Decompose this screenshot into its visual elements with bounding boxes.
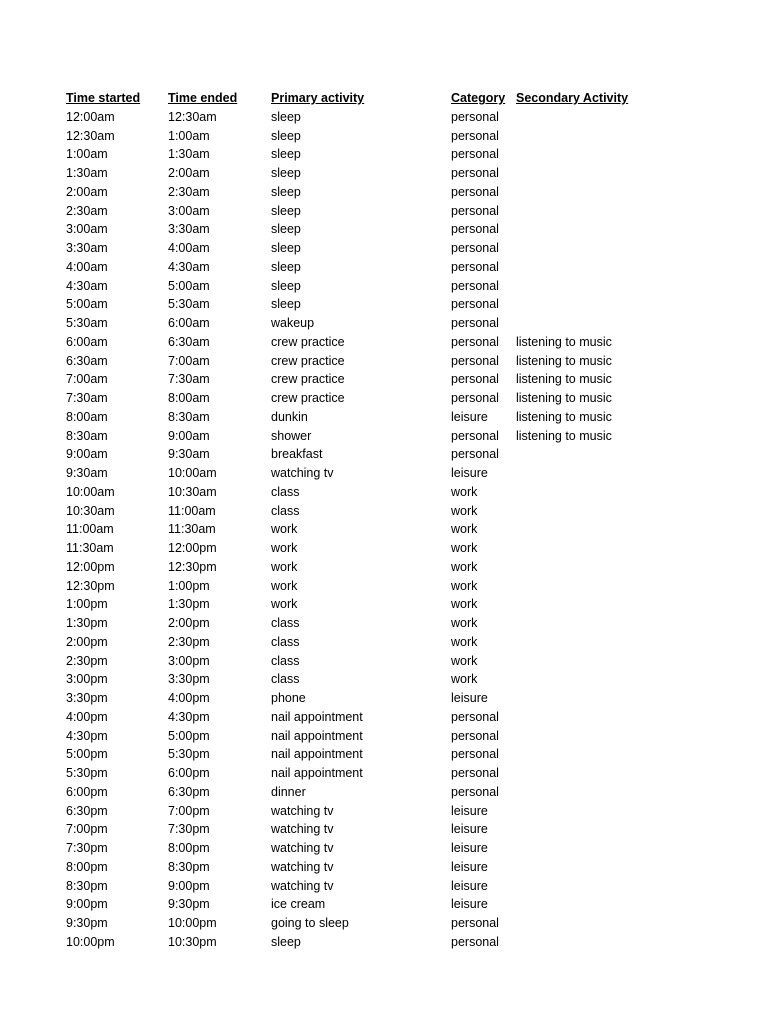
primary-activity-cell: work <box>271 522 298 537</box>
primary-activity-cell: sleep <box>271 297 301 312</box>
primary-activity-cell: crew practice <box>271 353 345 368</box>
table-row <box>66 389 706 408</box>
primary-activity-cell: sleep <box>271 259 301 274</box>
time-started-cell: 7:30am <box>66 391 108 405</box>
primary-activity-cell: going to sleep <box>271 916 349 930</box>
category-cell: personal <box>451 747 499 762</box>
primary-activity-cell: wakeup <box>271 316 315 330</box>
time-started-cell: 4:00am <box>66 259 108 274</box>
category-cell: personal <box>451 109 499 124</box>
time-ended-cell: 4:30pm <box>168 709 210 724</box>
primary-activity-cell: sleep <box>271 934 301 949</box>
category-cell: personal <box>451 934 499 949</box>
table-row <box>66 352 706 371</box>
secondary-activity-cell: listening to music <box>516 334 612 349</box>
time-ended-cell: 12:30pm <box>168 559 217 574</box>
category-cell: work <box>451 634 478 649</box>
category-cell: work <box>451 578 478 593</box>
primary-activity-cell: nail appointment <box>271 709 363 724</box>
time-ended-cell: 1:30pm <box>168 597 210 612</box>
table-row <box>66 614 706 633</box>
time-ended-cell: 7:00pm <box>168 803 210 818</box>
time-started-cell: 4:30pm <box>66 728 108 743</box>
time-ended-cell: 6:00pm <box>168 766 210 780</box>
time-started-cell: 3:00pm <box>66 672 108 687</box>
time-ended-cell: 11:00am <box>168 503 216 518</box>
time-ended-cell: 3:30am <box>168 222 210 237</box>
time-ended-cell: 8:30am <box>168 409 210 424</box>
time-started-cell: 5:30pm <box>66 766 108 780</box>
category-cell: leisure <box>451 897 488 912</box>
time-started-cell: 7:00am <box>66 372 108 387</box>
category-cell: personal <box>451 353 499 368</box>
primary-activity-cell: class <box>271 616 300 630</box>
time-ended-cell: 9:30pm <box>168 897 210 912</box>
category-cell: work <box>451 541 478 555</box>
table-row <box>66 783 706 802</box>
secondary-activity-cell: listening to music <box>516 409 612 424</box>
category-cell: work <box>451 522 478 537</box>
time-ended-cell: 5:30pm <box>168 747 210 762</box>
primary-activity-cell: class <box>271 653 300 668</box>
secondary-activity-cell: listening to music <box>516 372 612 387</box>
table-row <box>66 408 706 427</box>
time-started-cell: 9:30am <box>66 466 108 480</box>
category-cell: work <box>451 559 478 574</box>
time-started-cell: 2:00am <box>66 184 108 199</box>
activity-log-table <box>66 89 706 952</box>
time-ended-cell: 10:30am <box>168 484 217 499</box>
category-cell: personal <box>451 184 499 199</box>
time-started-cell: 2:00pm <box>66 634 108 649</box>
table-header-row <box>66 89 706 108</box>
primary-activity-cell: sleep <box>271 203 301 218</box>
primary-activity-cell: watching tv <box>271 841 334 855</box>
time-ended-cell: 2:30pm <box>168 634 210 649</box>
time-ended-cell: 9:30am <box>168 447 210 462</box>
category-cell: personal <box>451 241 499 255</box>
table-row <box>66 689 706 708</box>
time-ended-cell: 1:00pm <box>168 578 210 593</box>
primary-activity-cell: breakfast <box>271 447 323 462</box>
time-started-cell: 1:30am <box>66 166 108 180</box>
primary-activity-cell: sleep <box>271 147 301 162</box>
primary-activity-cell: sleep <box>271 278 301 293</box>
time-ended-cell: 7:00am <box>168 353 210 368</box>
time-ended-cell: 5:30am <box>168 297 210 312</box>
table-row <box>66 633 706 652</box>
table-row <box>66 239 706 258</box>
header-primary-activity: Primary activity <box>271 91 365 105</box>
table-row <box>66 127 706 146</box>
time-ended-cell: 6:00am <box>168 316 210 330</box>
category-cell: leisure <box>451 822 488 837</box>
time-ended-cell: 10:00pm <box>168 916 217 930</box>
time-ended-cell: 6:30pm <box>168 784 210 799</box>
time-started-cell: 4:00pm <box>66 709 108 724</box>
table-row <box>66 727 706 746</box>
category-cell: work <box>451 503 478 518</box>
table-row <box>66 483 706 502</box>
primary-activity-cell: sleep <box>271 128 301 143</box>
time-ended-cell: 9:00pm <box>168 878 210 893</box>
table-row <box>66 277 706 296</box>
category-cell: leisure <box>451 803 488 818</box>
primary-activity-cell: class <box>271 672 300 687</box>
time-started-cell: 3:30pm <box>66 691 108 705</box>
time-started-cell: 6:00am <box>66 334 108 349</box>
table-row <box>66 802 706 821</box>
table-row <box>66 183 706 202</box>
category-cell: leisure <box>451 466 488 480</box>
time-started-cell: 5:00am <box>66 297 108 312</box>
table-row <box>66 295 706 314</box>
time-started-cell: 8:30am <box>66 428 108 443</box>
time-started-cell: 2:30am <box>66 203 108 218</box>
time-started-cell: 1:00pm <box>66 597 108 612</box>
category-cell: personal <box>451 259 499 274</box>
table-row <box>66 895 706 914</box>
table-row <box>66 258 706 277</box>
time-ended-cell: 6:30am <box>168 334 210 349</box>
primary-activity-cell: ice cream <box>271 897 326 912</box>
primary-activity-cell: crew practice <box>271 334 345 349</box>
table-body <box>66 108 706 952</box>
table-row <box>66 595 706 614</box>
time-started-cell: 10:00pm <box>66 934 115 949</box>
category-cell: personal <box>451 728 499 743</box>
category-cell: personal <box>451 391 499 405</box>
primary-activity-cell: sleep <box>271 184 301 199</box>
time-ended-cell: 4:30am <box>168 259 210 274</box>
category-cell: work <box>451 597 478 612</box>
time-ended-cell: 1:30am <box>168 147 210 162</box>
table-row <box>66 314 706 333</box>
table-row <box>66 558 706 577</box>
time-ended-cell: 3:00pm <box>168 653 210 668</box>
time-started-cell: 6:30pm <box>66 803 108 818</box>
time-ended-cell: 8:00pm <box>168 841 210 855</box>
category-cell: personal <box>451 372 499 387</box>
table-row <box>66 745 706 764</box>
primary-activity-cell: class <box>271 503 300 518</box>
table-row <box>66 108 706 127</box>
time-started-cell: 12:30pm <box>66 578 115 593</box>
table-row <box>66 764 706 783</box>
table-row <box>66 708 706 727</box>
time-ended-cell: 9:00am <box>168 428 210 443</box>
time-started-cell: 5:30am <box>66 316 108 330</box>
table-row <box>66 220 706 239</box>
primary-activity-cell: phone <box>271 691 306 705</box>
time-started-cell: 12:00pm <box>66 559 115 574</box>
primary-activity-cell: sleep <box>271 241 301 255</box>
category-cell: leisure <box>451 409 488 424</box>
time-started-cell: 7:30pm <box>66 841 108 855</box>
primary-activity-cell: nail appointment <box>271 747 363 762</box>
time-started-cell: 3:30am <box>66 241 108 255</box>
table-row <box>66 839 706 858</box>
category-cell: personal <box>451 147 499 162</box>
table-row <box>66 445 706 464</box>
primary-activity-cell: crew practice <box>271 372 345 387</box>
table-row <box>66 145 706 164</box>
secondary-activity-cell: listening to music <box>516 428 612 443</box>
time-started-cell: 6:00pm <box>66 784 108 799</box>
category-cell: leisure <box>451 691 488 705</box>
time-started-cell: 9:00pm <box>66 897 108 912</box>
category-cell: personal <box>451 766 499 780</box>
time-ended-cell: 3:00am <box>168 203 210 218</box>
time-started-cell: 2:30pm <box>66 653 108 668</box>
time-ended-cell: 7:30pm <box>168 822 210 837</box>
header-secondary-activity: Secondary Activity <box>516 91 629 105</box>
category-cell: personal <box>451 128 499 143</box>
time-started-cell: 8:30pm <box>66 878 108 893</box>
primary-activity-cell: watching tv <box>271 466 334 480</box>
primary-activity-cell: nail appointment <box>271 728 363 743</box>
time-started-cell: 9:00am <box>66 447 108 462</box>
category-cell: personal <box>451 316 499 330</box>
primary-activity-cell: sleep <box>271 222 301 237</box>
table-row <box>66 652 706 671</box>
table-row <box>66 427 706 446</box>
primary-activity-cell: sleep <box>271 166 301 180</box>
time-ended-cell: 5:00am <box>168 278 210 293</box>
time-ended-cell: 2:00pm <box>168 616 210 630</box>
table-row <box>66 933 706 952</box>
time-started-cell: 3:00am <box>66 222 108 237</box>
table-row <box>66 202 706 221</box>
category-cell: work <box>451 484 478 499</box>
time-ended-cell: 8:00am <box>168 391 210 405</box>
primary-activity-cell: watching tv <box>271 859 334 874</box>
time-started-cell: 7:00pm <box>66 822 108 837</box>
table-row <box>66 539 706 558</box>
time-started-cell: 1:30pm <box>66 616 108 630</box>
primary-activity-cell: class <box>271 634 300 649</box>
primary-activity-cell: work <box>271 597 298 612</box>
primary-activity-cell: watching tv <box>271 803 334 818</box>
secondary-activity-cell: listening to music <box>516 391 612 405</box>
category-cell: personal <box>451 428 499 443</box>
header-category: Category <box>451 91 506 105</box>
table-row <box>66 370 706 389</box>
category-cell: work <box>451 653 478 668</box>
table-row <box>66 520 706 539</box>
primary-activity-cell: crew practice <box>271 391 345 405</box>
time-started-cell: 10:30am <box>66 503 115 518</box>
time-started-cell: 12:00am <box>66 109 115 124</box>
category-cell: personal <box>451 334 499 349</box>
primary-activity-cell: dinner <box>271 784 306 799</box>
table-row <box>66 164 706 183</box>
time-started-cell: 9:30pm <box>66 916 108 930</box>
time-ended-cell: 2:30am <box>168 184 210 199</box>
time-ended-cell: 3:30pm <box>168 672 210 687</box>
time-started-cell: 8:00pm <box>66 859 108 874</box>
category-cell: work <box>451 616 478 630</box>
time-ended-cell: 10:00am <box>168 466 217 480</box>
time-started-cell: 10:00am <box>66 484 115 499</box>
category-cell: personal <box>451 203 499 218</box>
category-cell: personal <box>451 222 499 237</box>
table-row <box>66 577 706 596</box>
table-row <box>66 914 706 933</box>
time-ended-cell: 12:30am <box>168 109 217 124</box>
primary-activity-cell: work <box>271 578 298 593</box>
primary-activity-cell: work <box>271 541 298 555</box>
time-started-cell: 5:00pm <box>66 747 108 762</box>
category-cell: leisure <box>451 841 488 855</box>
category-cell: personal <box>451 784 499 799</box>
time-started-cell: 8:00am <box>66 409 108 424</box>
time-ended-cell: 1:00am <box>168 128 210 143</box>
primary-activity-cell: sleep <box>271 109 301 124</box>
time-ended-cell: 7:30am <box>168 372 210 387</box>
primary-activity-cell: watching tv <box>271 822 334 837</box>
time-started-cell: 11:30am <box>66 541 114 555</box>
time-ended-cell: 11:30am <box>168 522 216 537</box>
category-cell: personal <box>451 166 499 180</box>
category-cell: personal <box>451 297 499 312</box>
table-row <box>66 858 706 877</box>
header-time-ended: Time ended <box>168 91 238 105</box>
table-row <box>66 464 706 483</box>
category-cell: personal <box>451 709 499 724</box>
category-cell: personal <box>451 916 499 930</box>
time-ended-cell: 8:30pm <box>168 859 210 874</box>
time-ended-cell: 10:30pm <box>168 934 217 949</box>
primary-activity-cell: watching tv <box>271 878 334 893</box>
primary-activity-cell: work <box>271 559 298 574</box>
header-time-started: Time started <box>66 91 141 105</box>
time-started-cell: 12:30am <box>66 128 115 143</box>
time-ended-cell: 2:00am <box>168 166 210 180</box>
primary-activity-cell: nail appointment <box>271 766 363 780</box>
time-ended-cell: 12:00pm <box>168 541 217 555</box>
table-row <box>66 333 706 352</box>
time-ended-cell: 5:00pm <box>168 728 210 743</box>
table-row <box>66 820 706 839</box>
table-row <box>66 502 706 521</box>
category-cell: leisure <box>451 859 488 874</box>
time-ended-cell: 4:00pm <box>168 691 210 705</box>
category-cell: work <box>451 672 478 687</box>
time-started-cell: 6:30am <box>66 353 108 368</box>
primary-activity-cell: dunkin <box>271 409 308 424</box>
category-cell: leisure <box>451 878 488 893</box>
time-ended-cell: 4:00am <box>168 241 210 255</box>
category-cell: personal <box>451 278 499 293</box>
primary-activity-cell: shower <box>271 428 312 443</box>
category-cell: personal <box>451 447 499 462</box>
secondary-activity-cell: listening to music <box>516 353 612 368</box>
time-started-cell: 11:00am <box>66 522 114 537</box>
table-row <box>66 877 706 896</box>
table-row <box>66 670 706 689</box>
time-started-cell: 1:00am <box>66 147 108 162</box>
primary-activity-cell: class <box>271 484 300 499</box>
time-started-cell: 4:30am <box>66 278 108 293</box>
